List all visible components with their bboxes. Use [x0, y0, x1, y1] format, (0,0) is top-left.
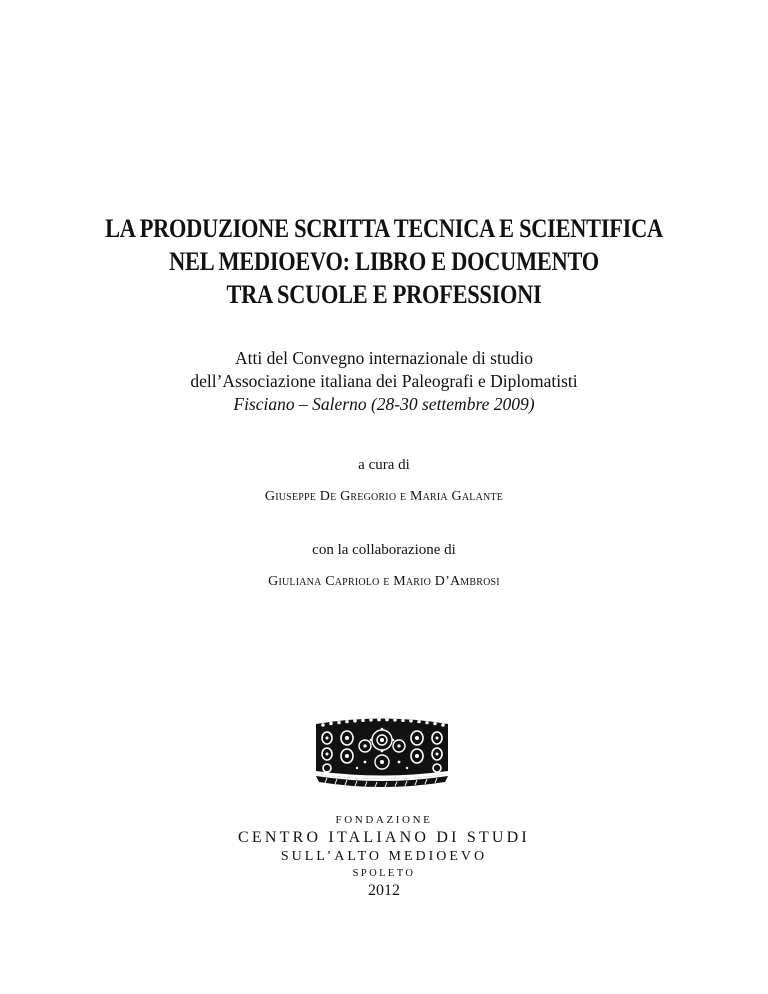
- collaboration-names: Giuliana Capriolo e Mario D’Ambrosi: [268, 574, 500, 589]
- book-title: [54, 212, 714, 311]
- proceedings-line-2: dell’Associazione italiana dei Paleografi e Diplomatisti: [190, 371, 578, 391]
- publisher-alto-medioevo: SULL’ALTO MEDIOEVO: [280, 849, 488, 864]
- editors-names: Giuseppe De Gregorio e Maria Galante: [264, 489, 504, 504]
- publication-year: 2012: [368, 882, 400, 899]
- publisher-block: [0, 812, 768, 901]
- publisher-centro: CENTRO ITALIANO DI STUDI: [238, 829, 530, 846]
- proceedings-info: [0, 347, 768, 416]
- publisher-city: SPOLETO: [352, 868, 416, 879]
- collaboration-block: [0, 540, 768, 590]
- publisher-fondazione: FONDAZIONE: [335, 814, 433, 826]
- collaboration-lead: con la collaborazione di: [312, 542, 456, 558]
- proceedings-line-1: Atti del Convegno internazionale di studio: [235, 348, 533, 368]
- book-title-line-1: LA PRODUZIONE SCRITTA TECNICA E SCIENTIFICA: [105, 214, 663, 243]
- book-title-line-3: TRA SCUOLE E PROFESSIONI: [226, 280, 542, 309]
- conference-place-date: Fisciano – Salerno (28-30 settembre 2009): [233, 394, 535, 414]
- ornamental-crown-logo-icon: [307, 716, 457, 790]
- editors-lead: a cura di: [358, 457, 410, 473]
- editors-block: [0, 455, 768, 505]
- book-title-line-2: NEL MEDIOEVO: LIBRO E DOCUMENTO: [169, 247, 599, 276]
